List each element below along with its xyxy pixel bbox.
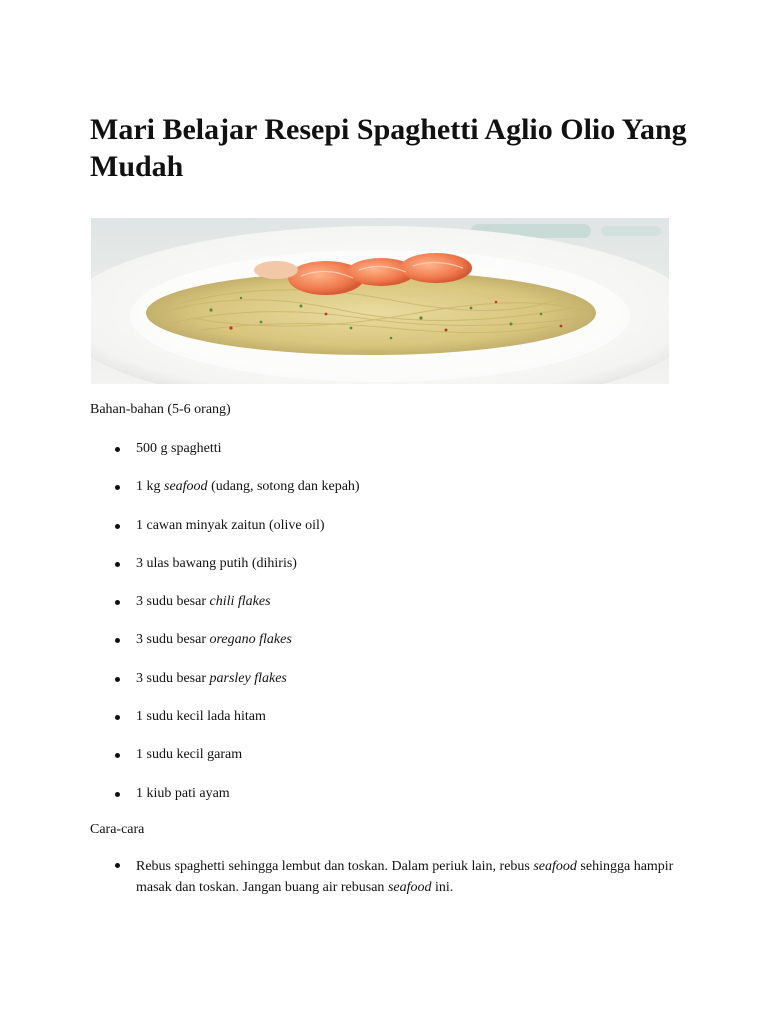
spaghetti-illustration [91,218,669,384]
list-item: 1 sudu kecil garam [90,746,680,784]
list-item: 3 sudu besar oregano flakes [90,631,680,669]
ingredients-list [90,440,680,823]
steps-list [90,856,680,898]
list-item: 1 kiub pati ayam [90,785,680,823]
list-item: 3 sudu besar chili flakes [90,593,680,631]
spaghetti-photo [91,218,669,384]
steps-heading: Cara-cara [90,822,145,837]
list-item: 500 g spaghetti [90,440,680,478]
list-item: Rebus spaghetti sehingga lembut dan toskan. Dalam periuk lain, rebus seafood sehingga hampir masak dan toskan. Jangan buang air rebusan seafood ini. [90,856,680,898]
list-item: 1 sudu kecil lada hitam [90,708,680,746]
ingredients-heading: Bahan-bahan (5-6 orang) [90,402,231,417]
list-item: 3 sudu besar parsley flakes [90,670,680,708]
list-item: 1 cawan minyak zaitun (olive oil) [90,517,680,555]
page-title: Mari Belajar Resepi Spaghetti Aglio Olio Yang Mudah [90,113,687,183]
list-item: 1 kg seafood (udang, sotong dan kepah) [90,478,680,516]
list-item: 3 ulas bawang putih (dihiris) [90,555,680,593]
